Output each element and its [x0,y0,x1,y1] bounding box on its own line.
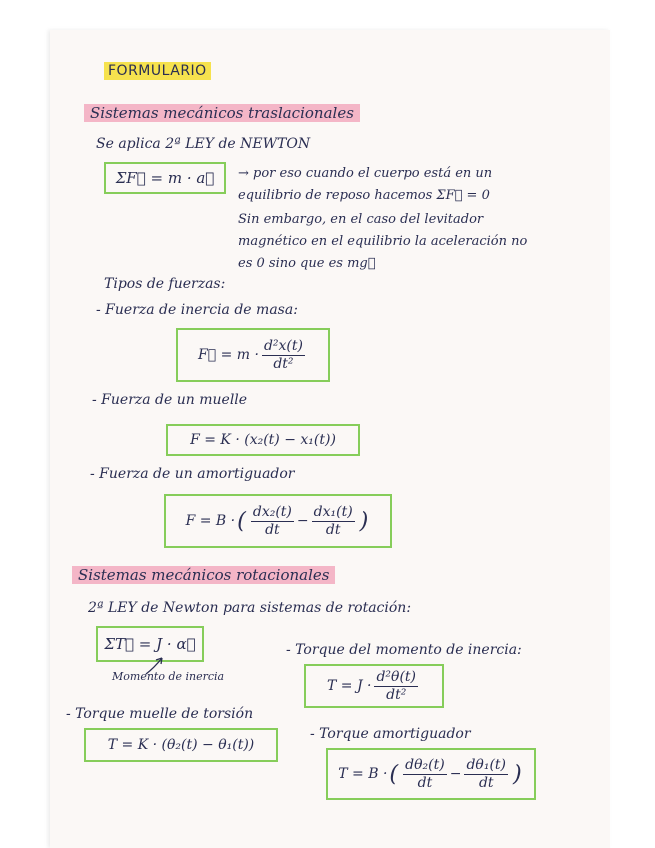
torque-inertia-lhs: T = J · [326,678,372,694]
newton-formula: ΣF⃗ = m · a⃗ [115,169,215,187]
torque-damper-minus: − [449,766,462,782]
spring-force-box [166,424,360,456]
damper-force-minus: − [296,513,309,529]
torque-damper-numerator-2: dθ₁(t) [466,757,507,774]
torsion-box [84,728,278,762]
torque-damper-denominator-2: dt [478,774,494,791]
note-line-2: equilibrio de reposo hacemos ΣF⃗ = 0 [238,188,490,203]
damper-force-numerator-1: dx₂(t) [252,504,292,521]
damper-force-fraction-1 [251,504,294,537]
torque-damper-denominator-1: dt [417,774,433,791]
newton-formula-box [104,162,226,194]
note-line-3: Sin embargo, en el caso del levitador [238,212,484,227]
close-paren: ) [513,761,522,787]
inertia-force-denominator: dt² [273,355,294,372]
torque-damper-numerator-1: dθ₂(t) [405,757,445,774]
damper-force-numerator-2: dx₁(t) [313,504,353,521]
inertia-force-box [176,328,330,382]
damper-force-box [164,494,392,548]
damper-force-fraction-2 [312,504,355,537]
torque-damper-fraction-1 [403,757,447,790]
inertia-moment-note: Momento de inercia [112,670,225,683]
newton-law-intro: Se aplica 2ª LEY de NEWTON [96,136,311,152]
damper-force-denominator-1: dt [265,521,280,538]
rotation-law-intro: 2ª LEY de Newton para sistemas de rotación: [88,600,412,616]
torsion-formula: T = K · (θ₂(t) − θ₁(t)) [107,737,255,753]
damper-force-lhs: F = B · [185,513,236,529]
damper-force-label: - Fuerza de un amortiguador [90,466,295,482]
open-paren: ( [389,761,399,787]
torque-inertia-box [304,664,444,708]
inertia-force-numerator: d²x(t) [263,338,303,355]
torque-damper-fraction-2 [464,757,508,790]
torque-damper-label: - Torque amortiguador [310,726,471,742]
rotation-newton-formula: ΣT⃗ = J · α⃗ [104,635,196,653]
inertia-force-fraction [262,338,305,371]
torsion-label: - Torque muelle de torsión [66,706,254,722]
torque-inertia-denominator: dt² [386,686,407,703]
open-paren: ( [237,508,246,534]
note-line-1: → por eso cuando el cuerpo está en un [238,166,493,181]
section-heading-translational: Sistemas mecánicos traslacionales [84,104,360,122]
page-title: FORMULARIO [104,62,211,80]
spring-force-formula: F = K · (x₂(t) − x₁(t)) [190,432,336,448]
torque-inertia-label: - Torque del momento de inercia: [286,642,522,658]
note-line-5: es 0 sino que es mg⃗ [238,256,376,271]
inertia-force-label: - Fuerza de inercia de masa: [96,302,298,318]
damper-force-denominator-2: dt [325,521,341,538]
torque-damper-lhs: T = B · [338,766,388,782]
torque-inertia-numerator: d²θ(t) [376,669,417,686]
torque-inertia-fraction [374,669,418,702]
section-heading-rotational: Sistemas mecánicos rotacionales [72,566,335,584]
close-paren: ) [359,508,369,534]
note-line-4: magnético en el equilibrio la aceleración no [238,234,528,249]
spring-force-label: - Fuerza de un muelle [92,392,248,408]
inertia-force-lhs: F⃗ = m · [198,347,259,363]
forces-label: Tipos de fuerzas: [104,276,226,292]
torque-damper-box [326,748,536,800]
